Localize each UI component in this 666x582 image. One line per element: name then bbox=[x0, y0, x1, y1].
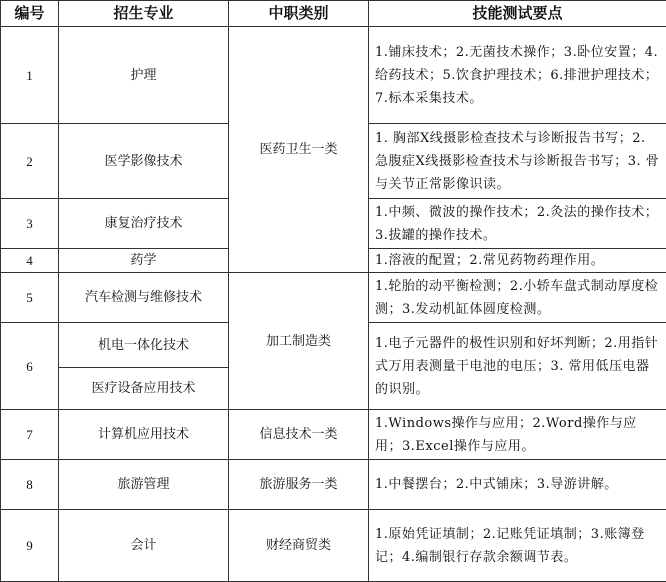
header-row bbox=[1, 1, 666, 27]
row-number: 4 bbox=[1, 249, 59, 273]
table-row bbox=[1, 460, 666, 510]
major-name: 会计 bbox=[59, 510, 229, 582]
header-number: 编号 bbox=[1, 1, 59, 27]
skill-points: 1. 胸部X线摄影检查技术与诊断报告书写；2. 急腹症X线摄影检查技术与诊断报告书写；3. 骨与关节正常影像识读。 bbox=[369, 124, 666, 199]
skill-points: 1.轮胎的动平衡检测；2.小轿车盘式制动厚度检测；3.发动机缸体圆度检测。 bbox=[369, 273, 666, 323]
header-major: 招生专业 bbox=[59, 1, 229, 27]
skill-points: 1.铺床技术；2.无菌技术操作；3.卧位安置；4.给药技术；5.饮食护理技术；6.排泄护理技术；7.标本采集技术。 bbox=[369, 27, 666, 124]
row-number: 3 bbox=[1, 199, 59, 249]
table-row bbox=[1, 273, 666, 323]
major-name: 旅游管理 bbox=[59, 460, 229, 510]
row-number: 8 bbox=[1, 460, 59, 510]
row-number: 6 bbox=[1, 323, 59, 410]
row-number: 5 bbox=[1, 273, 59, 323]
row-number: 7 bbox=[1, 410, 59, 460]
table-row bbox=[1, 510, 666, 582]
major-name: 康复治疗技术 bbox=[59, 199, 229, 249]
major-name: 药学 bbox=[59, 249, 229, 273]
major-name: 计算机应用技术 bbox=[59, 410, 229, 460]
skill-points: 1.电子元器件的极性识别和好坏判断；2.用指针式万用表测量干电池的电压；3. 常用低压电器的识别。 bbox=[369, 323, 666, 410]
skill-points: 1.Windows操作与应用；2.Word操作与应用；3.Excel操作与应用。 bbox=[369, 410, 666, 460]
category-cell: 旅游服务一类 bbox=[229, 460, 369, 510]
major-name: 医学影像技术 bbox=[59, 124, 229, 199]
skill-points: 1.中频、微波的操作技术；2.灸法的操作技术；3.拔罐的操作技术。 bbox=[369, 199, 666, 249]
table-row bbox=[1, 410, 666, 460]
major-name: 护理 bbox=[59, 27, 229, 124]
category-cell: 加工制造类 bbox=[229, 273, 369, 410]
category-cell: 信息技术一类 bbox=[229, 410, 369, 460]
skill-points: 1.原始凭证填制；2.记账凭证填制；3.账簿登记；4.编制银行存款余额调节表。 bbox=[369, 510, 666, 582]
skill-points: 1.中餐摆台；2.中式铺床；3.导游讲解。 bbox=[369, 460, 666, 510]
row-number: 2 bbox=[1, 124, 59, 199]
header-category: 中职类别 bbox=[229, 1, 369, 27]
category-cell: 财经商贸类 bbox=[229, 510, 369, 582]
major-name: 机电一体化技术 bbox=[59, 323, 229, 368]
major-name: 医疗设备应用技术 bbox=[59, 368, 229, 410]
row-number: 9 bbox=[1, 510, 59, 582]
header-skill-points: 技能测试要点 bbox=[369, 1, 666, 27]
major-name: 汽车检测与维修技术 bbox=[59, 273, 229, 323]
category-cell: 医药卫生一类 bbox=[229, 27, 369, 273]
skill-points: 1.溶液的配置；2.常见药物药理作用。 bbox=[369, 249, 666, 273]
table-row bbox=[1, 27, 666, 124]
row-number: 1 bbox=[1, 27, 59, 124]
